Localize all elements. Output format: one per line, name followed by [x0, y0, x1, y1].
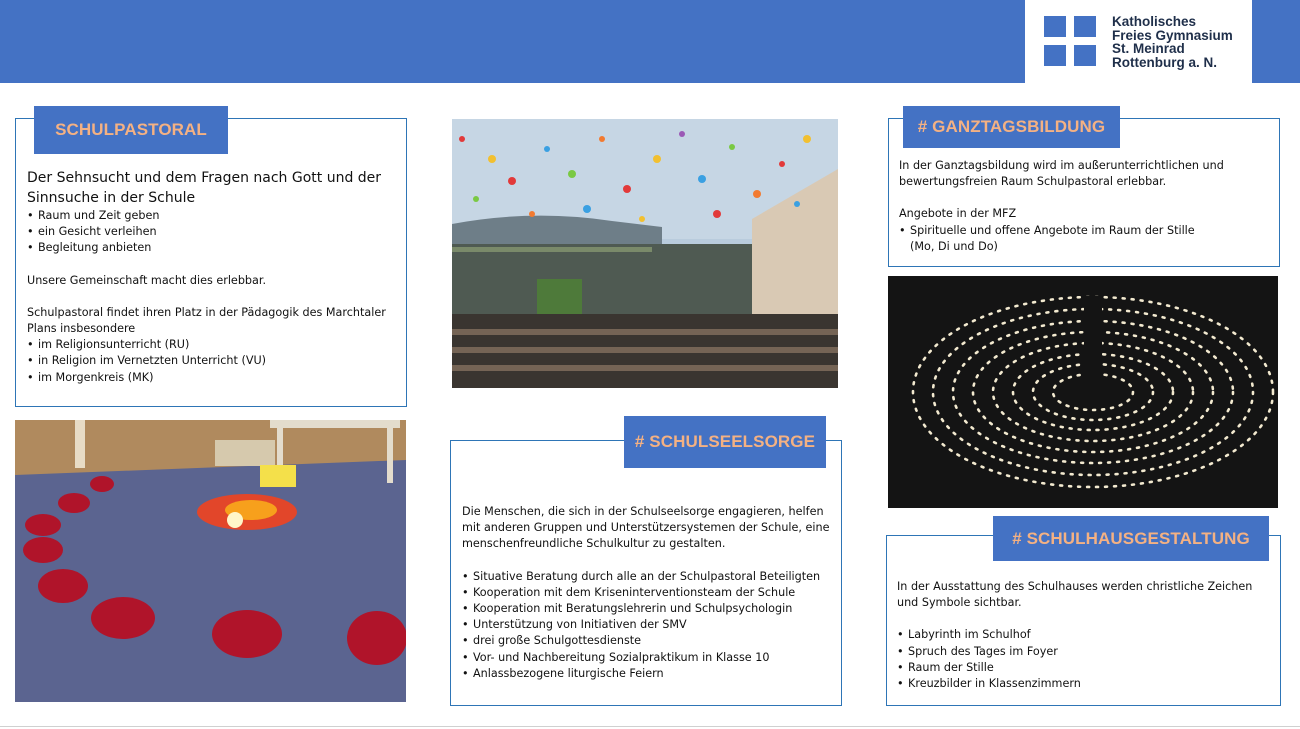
light-labyrinth-photo [888, 276, 1278, 508]
bottom-divider [0, 726, 1300, 727]
list-item: • drei große Schulgottesdienste [462, 633, 836, 649]
schulseelsorge-title: # SCHULSEELSORGE [624, 416, 826, 468]
list-item: • Raum und Zeit geben [27, 208, 397, 224]
schulhaus-intro: In der Ausstattung des Schulhauses werden christliche Zeichen und Symbole sichtbar. [897, 580, 1253, 610]
list-item: • ein Gesicht verleihen [27, 224, 397, 240]
schulpastoral-title: SCHULPASTORAL [34, 106, 228, 154]
cross-grid-icon [1044, 16, 1096, 68]
list-item: • Kooperation mit Beratungslehrerin und Schulpsychologin [462, 601, 836, 617]
list-item: • Vor- und Nachbereitung Sozialpraktikum in Klasse 10 [462, 650, 836, 666]
list-item: • Raum der Stille [897, 660, 1271, 676]
schulpastoral-bullets [27, 208, 397, 257]
list-item: • Spruch des Tages im Foyer [897, 644, 1271, 660]
list-item: • Kreuzbilder in Klassenzimmern [897, 676, 1271, 692]
list-item: • Begleitung anbieten [27, 240, 397, 256]
schulseelsorge-text [462, 504, 836, 682]
list-item: • im Religionsunterricht (RU) [27, 337, 397, 353]
schulseelsorge-bullets [462, 569, 836, 682]
ganztag-offers [899, 223, 1271, 255]
schulhaus-bullets [897, 627, 1271, 692]
list-item: • Spirituelle und offene Angebote im Raum der Stille (Mo, Di und Do) [899, 223, 1210, 255]
community-text: Unsere Gemeinschaft macht dies erlebbar. [27, 273, 267, 287]
list-item: • Situative Beratung durch alle an der Schulpastoral Beteiligten [462, 569, 836, 585]
list-item: • im Morgenkreis (MK) [27, 370, 397, 386]
balloon-launch-photo [452, 119, 838, 388]
ganztag-offers-heading: Angebote in der MFZ [899, 207, 1017, 221]
list-item: • Labyrinth im Schulhof [897, 627, 1271, 643]
schulpastoral-intro: Der Sehnsucht und dem Fragen nach Gott und der Sinnsuche in der Schule [27, 170, 382, 206]
list-item: • Unterstützung von Initiativen der SMV [462, 617, 836, 633]
list-item: • Anlassbezogene liturgische Feiern [462, 666, 836, 682]
list-item: • in Religion im Vernetzten Unterricht (VU) [27, 353, 397, 369]
prayer-circle-photo [15, 420, 406, 702]
school-logo[interactable] [1025, 0, 1252, 83]
school-name: Katholisches Freies Gymnasium St. Meinrad Rottenburg a. N. [1112, 14, 1233, 70]
ganztag-intro: In der Ganztagsbildung wird im außerunterrichtlichen und bewertungsfreien Raum Schulpastoral erlebbar. [899, 159, 1224, 189]
schulhaus-title: # SCHULHAUSGESTALTUNG [993, 516, 1269, 561]
ganztag-text [899, 158, 1271, 255]
schulseelsorge-intro: Die Menschen, die sich in der Schulseelsorge engagieren, helfen mit anderen Gruppen und Unterstützersystemen der Schule, eine menschenfreundliche Schulkultur zu gestalten. [462, 505, 830, 551]
schulpastoral-text [27, 168, 397, 386]
ganztag-title: # GANZTAGSBILDUNG [903, 106, 1120, 148]
place-text: Schulpastoral findet ihren Platz in der Pädagogik des Marchtaler Plans insbesondere [27, 305, 386, 336]
list-item: • Kooperation mit dem Kriseninterventionsteam der Schule [462, 585, 836, 601]
schulhaus-text [897, 579, 1271, 692]
places-list [27, 337, 397, 386]
